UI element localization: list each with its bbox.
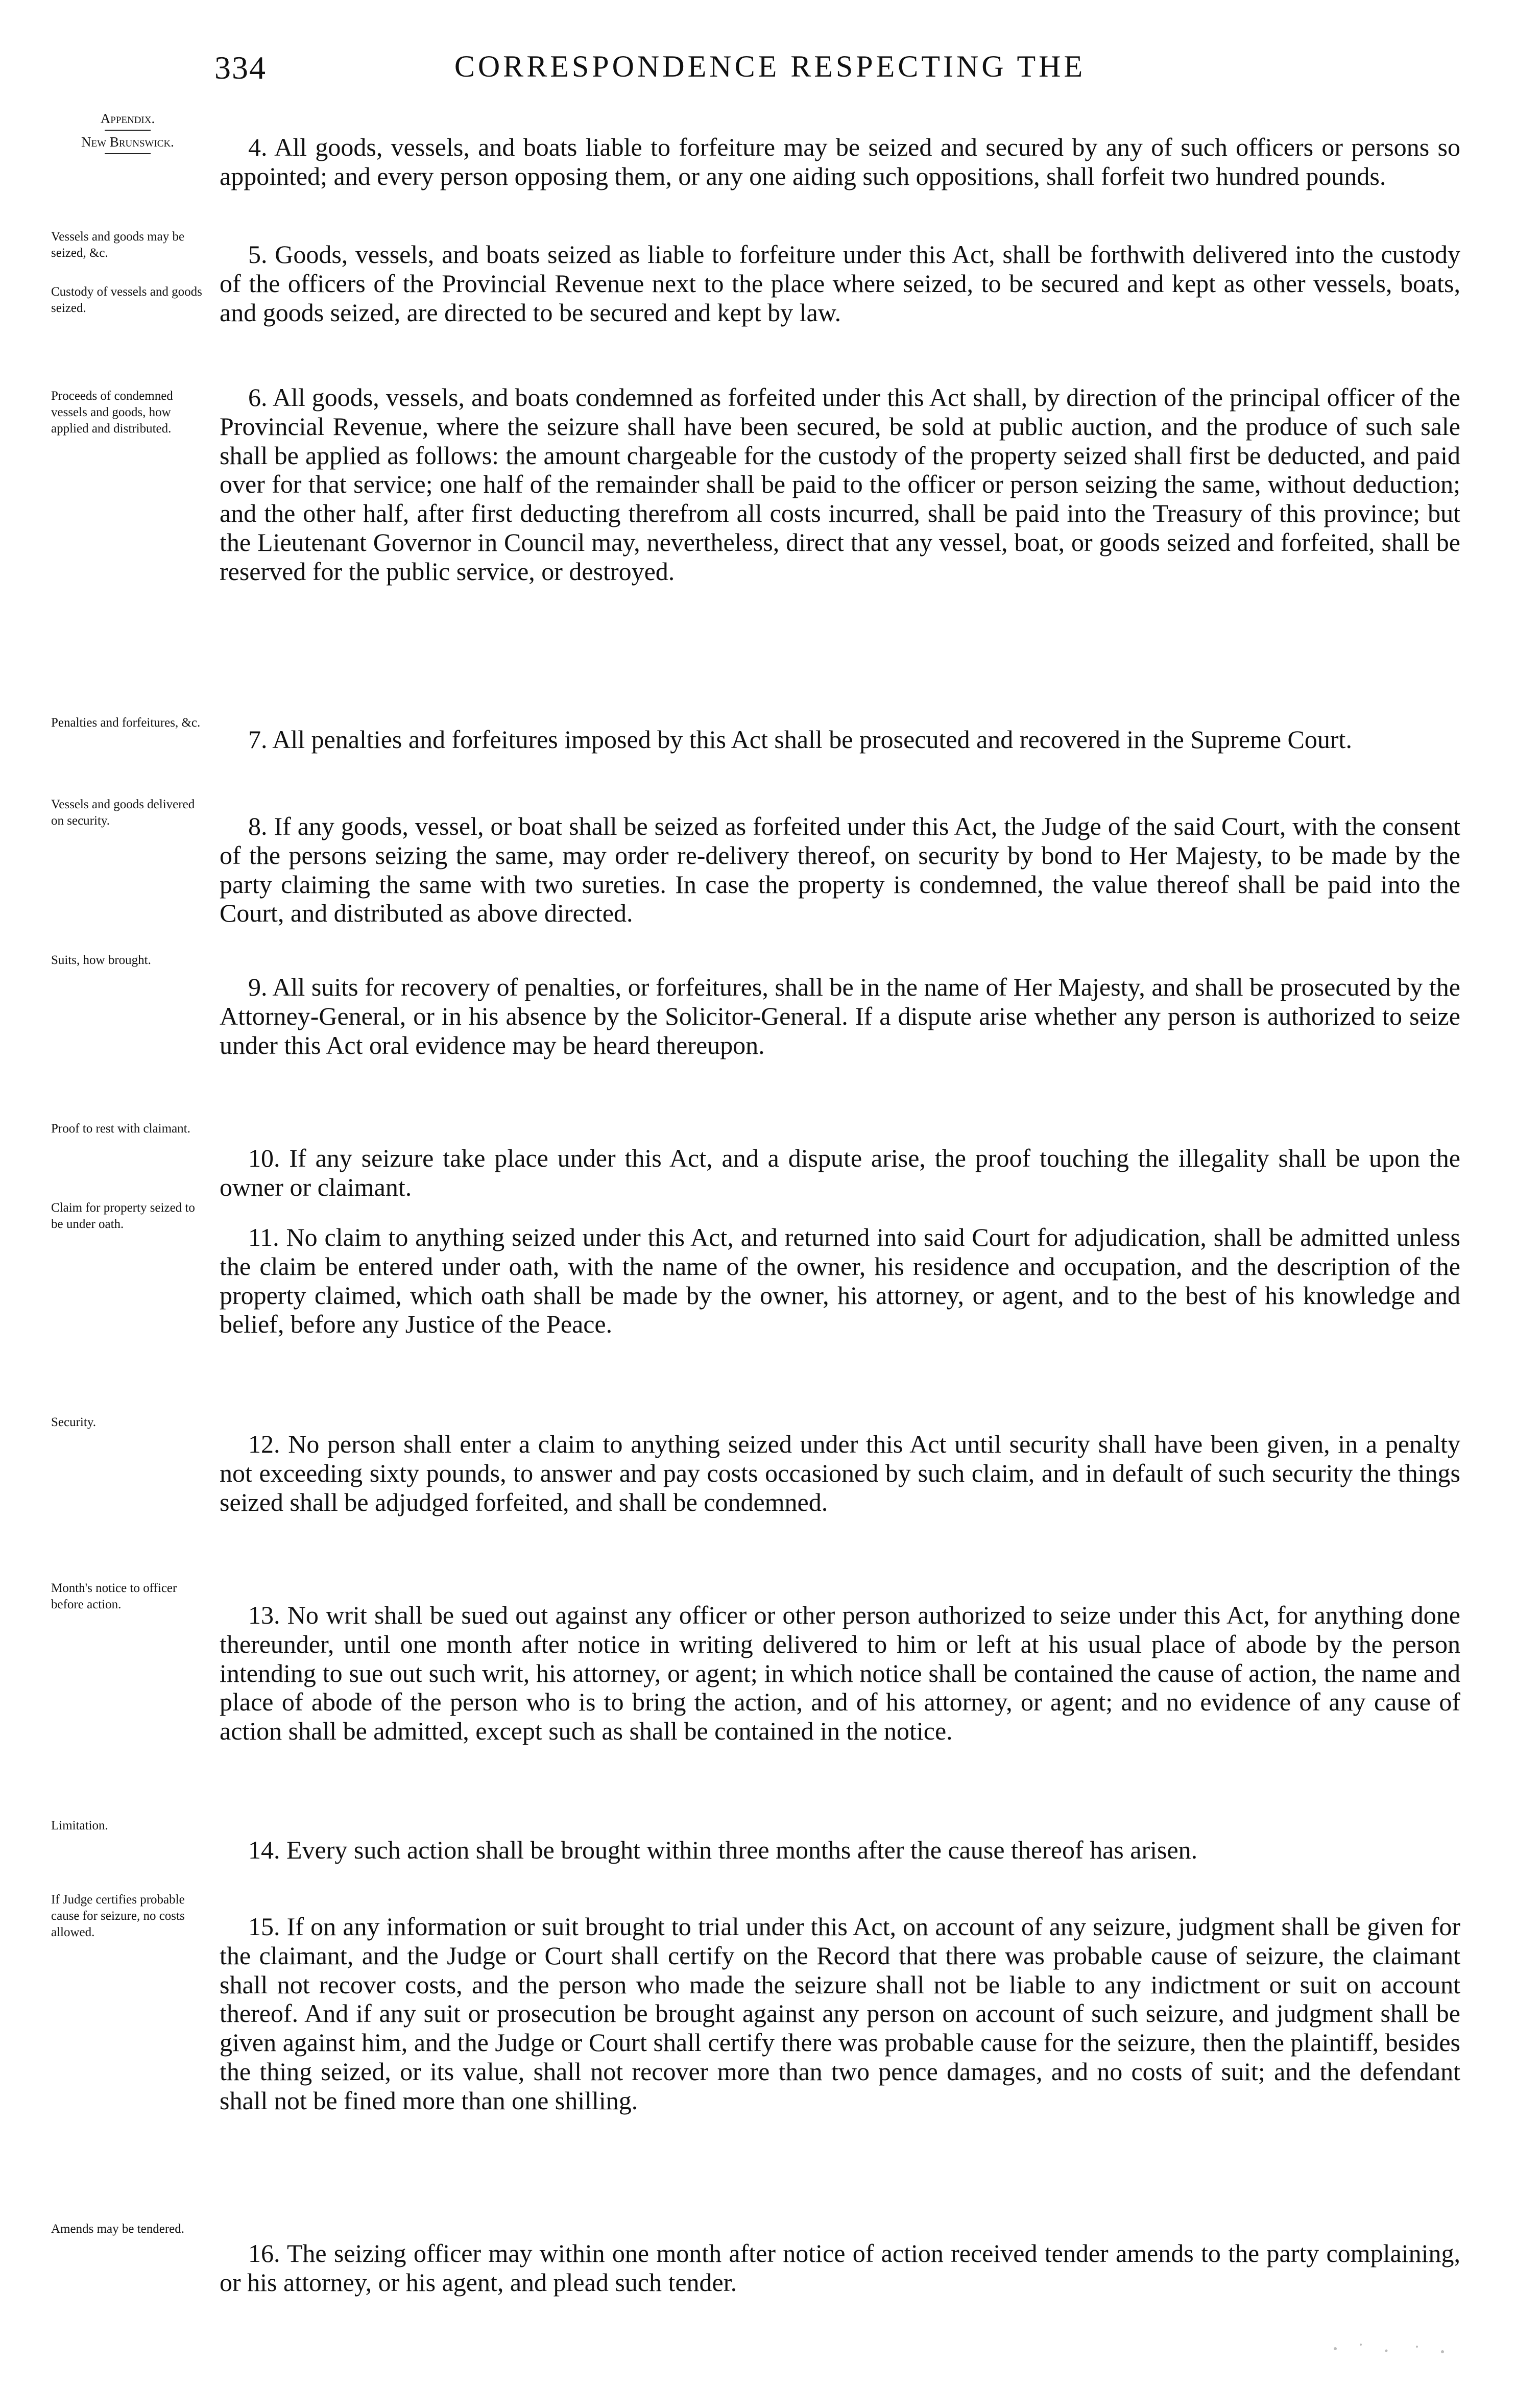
section-paragraph: 8. If any goods, vessel, or boat shall be seized as forfeited under this Act, the Judge of the said Court, with the consent of the persons seizing the same, may order re-delivery thereof, on security by bond to Her Majesty, to be made by the party claiming the same with two sureties. In case the property is condemned, the value thereof shall be paid into the Court, and distributed as above directed.	[220, 812, 1460, 928]
section-paragraph: 11. No claim to anything seized under this Act, and returned into said Court for adjudication, shall be admitted unless the claim be entered under oath, with the name of the owner, his residence and occupation, and the description of the property claimed, which oath shall be made by the owner, his attorney, or agent, and to the best of his knowledge and belief, before any Justice of the Peace.	[220, 1223, 1460, 1339]
margin-note: Amends may be tendered.	[51, 2222, 185, 2236]
margin-note: Month's notice to officer before action.	[51, 1581, 177, 1611]
section-paragraph: 10. If any seizure take place under this Act, and a dispute arise, the proof touching the illegality shall be upon the owner or claimant.	[220, 1144, 1460, 1201]
section-paragraph: 5. Goods, vessels, and boats seized as liable to forfeiture under this Act, shall be forthwith delivered into the custody of the officers of the Provincial Revenue next to the place where seized, to be secured and kept as other vessels, boats, and goods seized, are directed to be secured and kept by law.	[220, 240, 1460, 327]
margin-note: Security.	[51, 1415, 96, 1429]
running-title: CORRESPONDENCE RESPECTING THE	[454, 50, 1086, 83]
section-paragraph: 6. All goods, vessels, and boats condemned as forfeited under this Act shall, by direction of the principal officer of the Provincial Revenue, where the seizure shall have been secured, be sold at public auction, and the produce of such sale shall be applied as follows: the amount chargeable for the custody of the property seized shall first be deducted, and paid over for that service; one half of the remainder shall be paid to the officer or person seizing the same, without deduction; and the other half, after first deducting therefrom all costs incurred, shall be paid into the Treasury of this province; but the Lieutenant Governor in Council may, nevertheless, direct that any vessel, boat, or goods seized and forfeited, shall be reserved for the public service, or destroyed.	[220, 383, 1460, 586]
margin-note: Suits, how brought.	[51, 953, 151, 967]
section-paragraph: 4. All goods, vessels, and boats liable to forfeiture may be seized and secured by any of such officers or persons so appointed; and every person opposing them, or any one aiding such oppositions, shall forfeit two hundred pounds.	[220, 133, 1460, 190]
page-header	[0, 49, 1540, 90]
page-number: 334	[214, 50, 267, 86]
margin-note: Proof to rest with claimant.	[51, 1122, 190, 1136]
margin-appendix-label	[51, 110, 204, 157]
section-paragraph: 14. Every such action shall be brought within three months after the cause thereof has arisen.	[248, 1836, 1198, 1864]
section-paragraph: 16. The seizing officer may within one month after notice of action received tender amends to the party complaining, or his attorney, or his agent, and plead such tender.	[220, 2239, 1460, 2297]
margin-note: Penalties and forfeitures, &c.	[51, 716, 201, 730]
margin-note: Vessels and goods delivered on security.	[51, 798, 195, 828]
appendix-label: Appendix.	[100, 111, 155, 126]
faint-ink-smudge	[1315, 2333, 1468, 2364]
margin-note: Custody of vessels and goods seized.	[51, 285, 202, 315]
section-paragraph: 13. No writ shall be sued out against any officer or other person authorized to seize under this Act, for anything done thereunder, until one month after notice in writing delivered to him or left at his usual place of abode by the person intending to sue out such writ, his attorney, or agent; in which notice shall be contained the cause of action, the name and place of abode of the person who is to bring the action, and of his attorney, or agent; and no evidence of any cause of action shall be admitted, except such as shall be contained in the notice.	[220, 1601, 1460, 1746]
section-paragraph: 15. If on any information or suit brought to trial under this Act, on account of any seizure, judgment shall be given for the claimant, and the Judge or Court shall certify on the Record that there was probable cause of seizure, the claimant shall not recover costs, and the person who made the seizure shall not be liable to any indictment or suit on account thereof. And if any suit or prosecution be brought against any person on account of such seizure, and judgment shall be given against him, and the Judge or Court shall certify there was probable cause for the seizure, then the plaintiff, besides the thing seized, or its value, shall not recover more than two pence damages, and no costs of suit; and the defendant shall not be fined more than one shilling.	[220, 1912, 1460, 2115]
section-paragraph: 12. No person shall enter a claim to anything seized under this Act until security shall have been given, in a penalty not exceeding sixty pounds, to answer and pay costs occasioned by such claim, and in default of such security the things seized shall be adjudged forfeited, and shall be condemned.	[220, 1430, 1460, 1516]
section-paragraph: 7. All penalties and forfeitures imposed by this Act shall be prosecuted and recovered in the Supreme Court.	[248, 725, 1352, 754]
divider	[105, 130, 151, 131]
margin-note: Limitation.	[51, 1819, 108, 1832]
margin-note: Vessels and goods may be seized, &c.	[51, 230, 185, 260]
province-label: New Brunswick.	[81, 134, 174, 150]
divider	[105, 153, 151, 154]
margin-note: If Judge certifies probable cause for seizure, no costs allowed.	[51, 1893, 185, 1939]
section-paragraph: 9. All suits for recovery of penalties, or forfeitures, shall be in the name of Her Majesty, and shall be prosecuted by the Attorney-General, or in his absence by the Solicitor-General. If a dispute arise whether any person is authorized to seize under this Act oral evidence may be heard thereupon.	[220, 973, 1460, 1059]
margin-note: Claim for property seized to be under oath.	[51, 1201, 195, 1231]
margin-note: Proceeds of condemned vessels and goods, how applied and distributed.	[51, 389, 173, 436]
